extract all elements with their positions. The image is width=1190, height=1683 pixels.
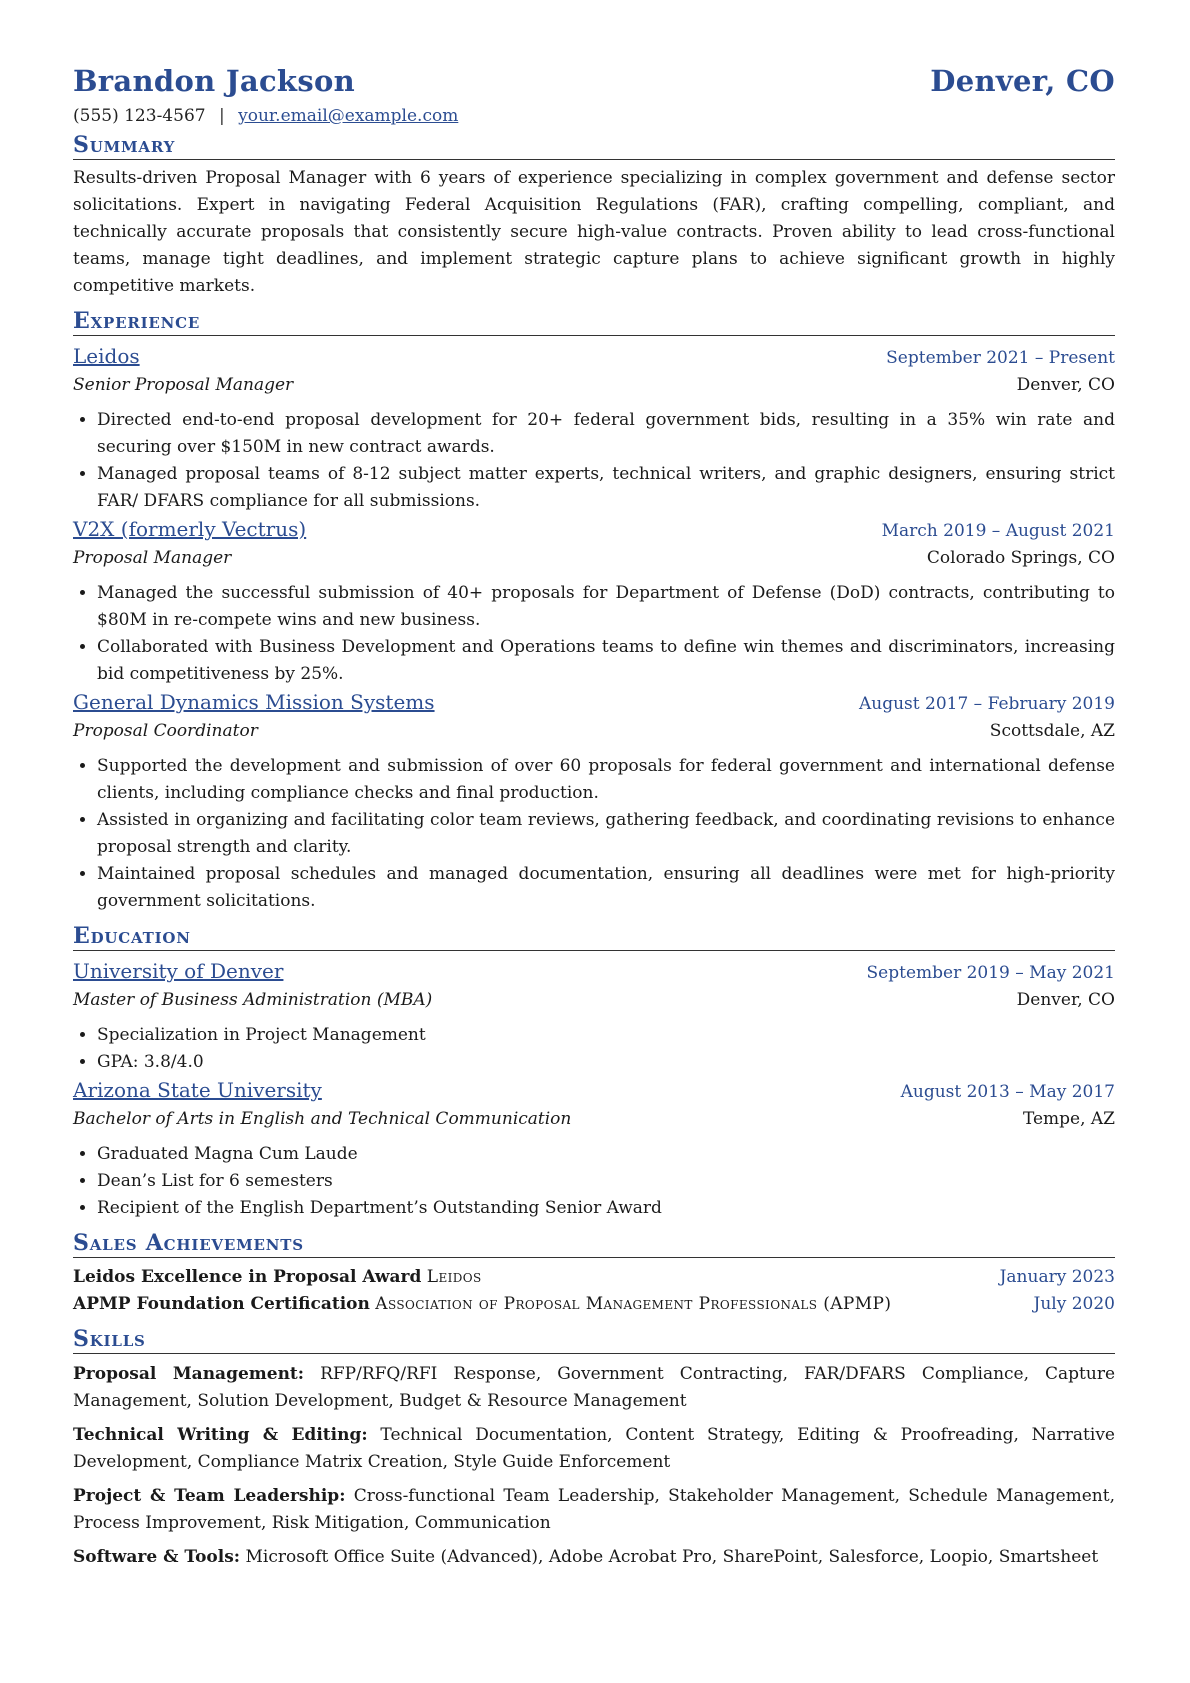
education-bullets	[73, 1022, 1115, 1076]
bullet-item: • Supported the development and submission of over 60 proposals for federal government and international defense clients, including compliance checks and final production.	[97, 753, 1115, 807]
bullet-item: • Managed the successful submission of 40+ proposals for Department of Defense (DoD) contracts, contributing to $80M in re-compete wins and new business.	[97, 580, 1115, 634]
school-location: Denver, CO	[1016, 990, 1115, 1010]
contact-line	[73, 106, 1115, 126]
candidate-name: Brandon Jackson	[73, 64, 355, 98]
education-bullets	[73, 1141, 1115, 1222]
achievement-org: Association of Proposal Management Professionals (APMP)	[375, 1294, 892, 1314]
bullet-item: • GPA: 3.8/4.0	[97, 1049, 1115, 1076]
job-entry	[73, 515, 1115, 688]
skill-group	[73, 1544, 1115, 1571]
bullet-item: • Graduated Magna Cum Laude	[97, 1141, 1115, 1168]
bullet-item: • Collaborated with Business Development and Operations teams to define win themes and discriminators, increasing bid competitiveness by 25%.	[97, 634, 1115, 688]
school-name-link[interactable]: Arizona State University	[73, 1078, 322, 1102]
bullet-item: • Managed proposal teams of 8-12 subject matter experts, technical writers, and graphic designers, ensuring strict FAR/ DFARS compliance for all submissions.	[97, 461, 1115, 515]
education-dates: August 2013 – May 2017	[900, 1082, 1115, 1102]
skill-group	[73, 1361, 1115, 1415]
section-title-experience: Experience	[73, 308, 1115, 336]
section-title-education: Education	[73, 923, 1115, 951]
company-name-link[interactable]: Leidos	[73, 344, 140, 368]
job-location: Denver, CO	[1016, 375, 1115, 395]
bullet-item: • Directed end-to-end proposal development for 20+ federal government bids, resulting in a 35% win rate and securing over $150M in new contract awards.	[97, 407, 1115, 461]
job-title: Proposal Manager	[73, 548, 232, 568]
resume-header	[73, 64, 1115, 98]
experience-section	[73, 308, 1115, 915]
job-location: Colorado Springs, CO	[926, 548, 1115, 568]
job-dates: March 2019 – August 2021	[881, 521, 1115, 541]
email-link[interactable]: your.email@example.com	[238, 106, 459, 126]
school-name-link[interactable]: University of Denver	[73, 959, 284, 983]
degree-name: Bachelor of Arts in English and Technical Communication	[73, 1109, 572, 1129]
job-dates: September 2021 – Present	[886, 348, 1115, 368]
education-entry	[73, 1076, 1115, 1222]
achievement-row	[73, 1291, 1115, 1318]
candidate-location: Denver, CO	[930, 64, 1115, 98]
summary-text: Results-driven Proposal Manager with 6 years of experience specializing in complex government and defense sector solicitations. Expert in navigating Federal Acquisition Regulations (FAR), crafting compelling, compliant, and technically accurate proposals that consistently secure high-value contracts. Proven ability to lead cross-functional teams, manage tight deadlines, and implement strategic capture plans to achieve significant growth in highly competitive markets.	[73, 168, 1115, 296]
bullet-item: • Specialization in Project Management	[97, 1022, 1115, 1049]
skill-group	[73, 1422, 1115, 1476]
degree-name: Master of Business Administration (MBA)	[73, 990, 433, 1010]
section-title-achievements: Sales Achievements	[73, 1230, 1115, 1258]
bullet-item: • Assisted in organizing and facilitating color team reviews, gathering feedback, and coordinating revisions to enhance proposal strength and clarity.	[97, 807, 1115, 861]
job-title: Senior Proposal Manager	[73, 375, 294, 395]
company-name-link[interactable]: V2X (formerly Vectrus)	[73, 517, 307, 541]
job-entry	[73, 688, 1115, 915]
education-section	[73, 923, 1115, 1222]
bullet-item: • Recipient of the English Department’s Outstanding Senior Award	[97, 1195, 1115, 1222]
achievement-date: July 2020	[1033, 1294, 1115, 1314]
achievements-section	[73, 1230, 1115, 1318]
phone-number: (555) 123-4567	[73, 106, 206, 126]
job-dates: August 2017 – February 2019	[858, 694, 1115, 714]
skill-group	[73, 1483, 1115, 1537]
skill-group-text: RFP/RFQ/RFI Response, Government Contracting, FAR/DFARS Compliance, Capture Management, Solution Development, Budget & Resource Management	[73, 1364, 1116, 1411]
bullet-item: • Maintained proposal schedules and managed documentation, ensuring all deadlines were met for high-priority government solicitations.	[97, 861, 1115, 915]
job-title: Proposal Coordinator	[73, 721, 258, 741]
skills-section	[73, 1326, 1115, 1571]
job-location: Scottsdale, AZ	[989, 721, 1115, 741]
section-title-skills: Skills	[73, 1326, 1115, 1354]
school-location: Tempe, AZ	[1022, 1109, 1115, 1129]
education-entry	[73, 957, 1115, 1076]
achievement-row	[73, 1264, 1115, 1291]
company-name-link[interactable]: General Dynamics Mission Systems	[73, 690, 435, 714]
skill-group-text: Microsoft Office Suite (Advanced), Adobe Acrobat Pro, SharePoint, Salesforce, Loopio, Smartsheet	[245, 1547, 1099, 1567]
skill-group-text: Technical Documentation, Content Strategy, Editing & Proofreading, Narrative Development, Compliance Matrix Creation, Style Guide Enforcement	[73, 1425, 1115, 1472]
job-bullets	[73, 580, 1115, 688]
achievement-name: Leidos Excellence in Proposal Award	[73, 1267, 422, 1287]
achievement-name: APMP Foundation Certification	[73, 1294, 370, 1314]
job-entry	[73, 342, 1115, 515]
skill-group-label: Software & Tools:	[73, 1547, 241, 1567]
skill-group-label: Technical Writing & Editing:	[73, 1425, 368, 1445]
summary-section	[73, 132, 1115, 300]
section-title-summary: Summary	[73, 132, 1115, 160]
job-bullets	[73, 753, 1115, 915]
achievement-org: Leidos	[426, 1267, 482, 1287]
education-dates: September 2019 – May 2021	[866, 963, 1115, 983]
skill-group-text: Cross-functional Team Leadership, Stakeholder Management, Schedule Management, Process Improvement, Risk Mitigation, Communication	[73, 1486, 1115, 1533]
contact-separator: |	[218, 106, 225, 126]
job-bullets	[73, 407, 1115, 515]
skill-group-label: Proposal Management:	[73, 1364, 305, 1384]
skill-group-label: Project & Team Leadership:	[73, 1486, 346, 1506]
achievement-date: January 2023	[999, 1267, 1115, 1287]
bullet-item: • Dean’s List for 6 semesters	[97, 1168, 1115, 1195]
